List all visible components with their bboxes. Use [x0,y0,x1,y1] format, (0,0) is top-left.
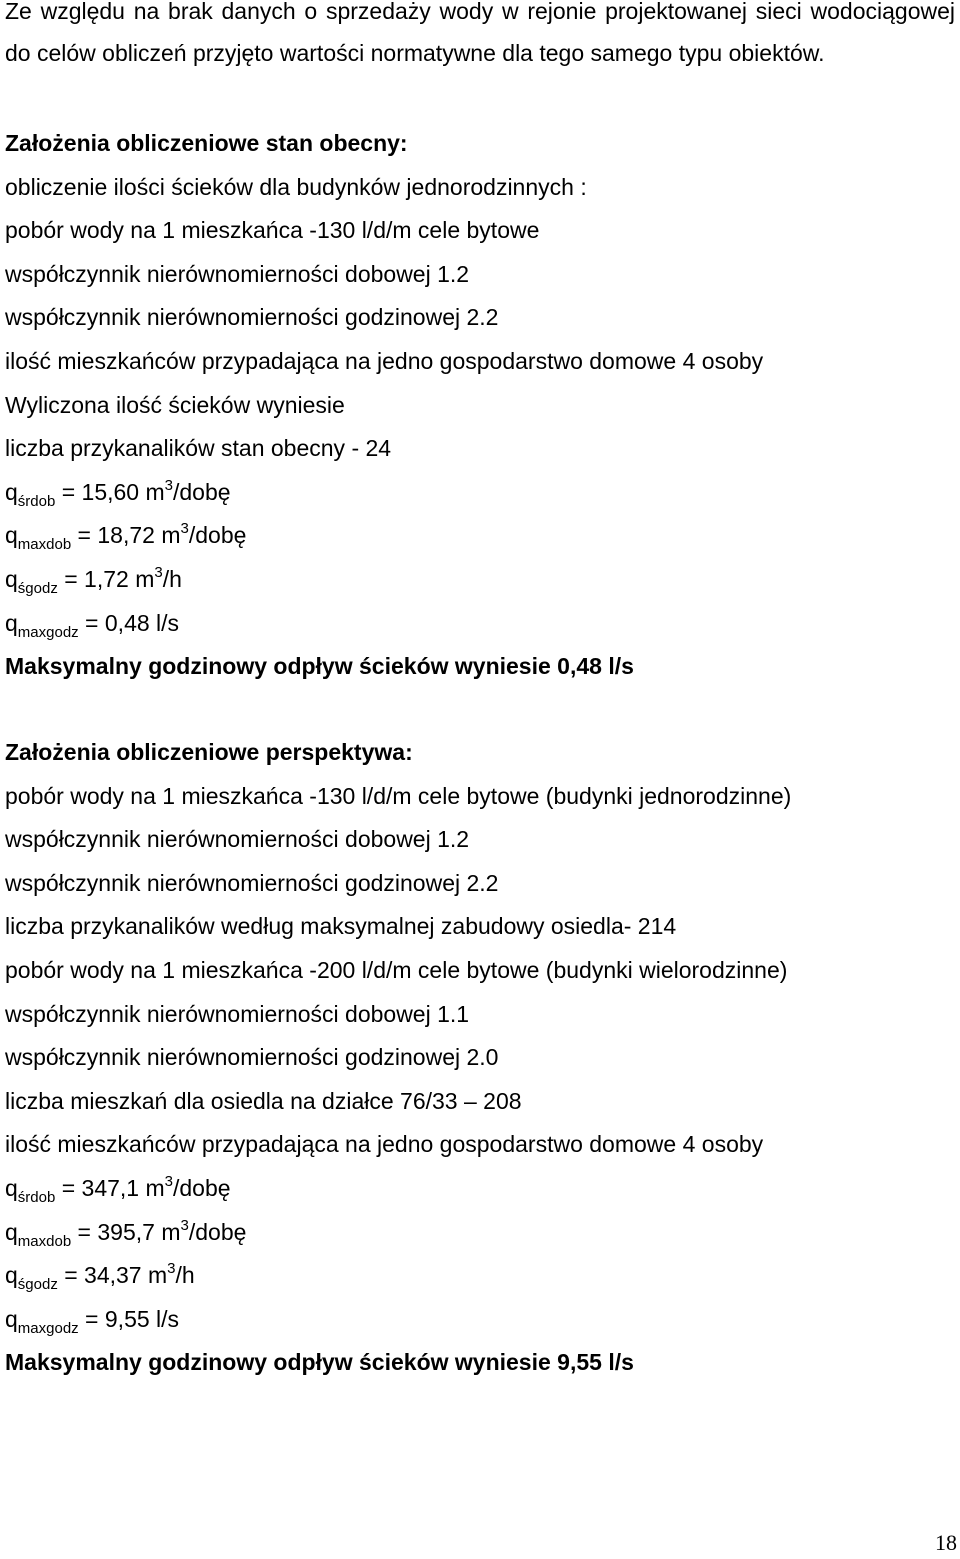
document-page [5,0,955,1376]
future-line: pobór wody na 1 mieszkańca -200 l/d/m cele bytowe (budynki wielorodzinne) [5,956,788,983]
formula-subscript: maxgodz [17,623,79,641]
formula-q-sgodz [5,558,763,602]
formula-symbol: q [5,522,18,549]
formula-superscript: 3 [180,520,189,538]
formula-subscript: śrdob [17,492,56,510]
formula-subscript: śgodz [17,1276,58,1294]
formula-q-sgodz [5,1254,791,1298]
current-heading: Założenia obliczeniowe stan obecny: [5,130,408,156]
formula-value: = 34,37 m [57,1262,168,1289]
formula-unit: /h [175,1262,195,1289]
formula-superscript: 3 [154,563,163,581]
current-line: Wyliczona ilość ścieków wyniesie [5,391,345,418]
intro-paragraph: Ze względu na brak danych o sprzedaży wody w rejonie projektowanej sieci wodociągowej do celów obliczeń przyjęto wartości normatywne dla tego samego typu obiektów. [5,0,955,66]
current-line: pobór wody na 1 mieszkańca -130 l/d/m cele bytowe [5,217,540,244]
formula-q-srdob [5,1167,791,1211]
future-line: współczynnik nierównomierności dobowej 1.2 [5,826,470,853]
future-line: ilość mieszkańców przypadająca na jedno gospodarstwo domowe 4 osoby [5,1131,764,1158]
formula-value: = 347,1 m [55,1174,165,1201]
formula-value: = 395,7 m [71,1218,181,1245]
formula-superscript: 3 [180,1216,189,1234]
formula-unit: /dobę [173,478,231,505]
formula-subscript: śgodz [17,579,58,597]
future-line: liczba przykanalików według maksymalnej zabudowy osiedla- 214 [5,913,677,940]
formula-superscript: 3 [164,476,173,494]
future-state-section [5,731,791,1385]
current-summary: Maksymalny godzinowy odpływ ścieków wyniesie 0,48 l/s [5,653,634,680]
future-line: współczynnik nierównomierności godzinowej 2.2 [5,869,499,896]
formula-q-maxgodz [5,602,763,646]
future-heading: Założenia obliczeniowe perspektywa: [5,739,413,765]
formula-superscript: 3 [164,1172,173,1190]
formula-subscript: maxdob [17,1232,72,1250]
future-line: współczynnik nierównomierności godzinowej 2.0 [5,1044,499,1071]
formula-symbol: q [5,609,18,636]
current-line: współczynnik nierównomierności dobowej 1.2 [5,260,470,287]
formula-subscript: maxgodz [17,1319,79,1337]
current-state-section [5,122,763,689]
current-line: liczba przykanalików stan obecny - 24 [5,435,392,462]
current-line: obliczenie ilości ścieków dla budynków jednorodzinnych : [5,173,587,200]
formula-value: = 9,55 l/s [78,1305,180,1332]
formula-q-maxgodz [5,1298,791,1342]
page-number: 18 [935,1530,957,1555]
current-line: współczynnik nierównomierności godzinowej 2.2 [5,304,499,331]
formula-superscript: 3 [167,1260,176,1278]
formula-symbol: q [5,1218,18,1245]
future-summary: Maksymalny godzinowy odpływ ścieków wyniesie 9,55 l/s [5,1349,634,1376]
formula-subscript: śrdob [17,1188,56,1206]
future-line: współczynnik nierównomierności dobowej 1.1 [5,1000,470,1027]
formula-unit: /dobę [188,1218,247,1245]
formula-q-srdob [5,471,763,515]
formula-subscript: maxdob [17,536,72,554]
formula-symbol: q [5,1262,18,1289]
formula-q-maxdob [5,1211,791,1255]
formula-value: = 18,72 m [71,522,181,549]
future-line: liczba mieszkań dla osiedla na działce 76/33 – 208 [5,1087,522,1114]
future-line: pobór wody na 1 mieszkańca -130 l/d/m cele bytowe (budynki jednorodzinne) [5,782,792,809]
formula-symbol: q [5,1305,18,1332]
formula-value: = 1,72 m [57,565,155,592]
formula-unit: /h [162,565,182,592]
formula-unit: /dobę [173,1174,231,1201]
formula-value: = 0,48 l/s [78,609,180,636]
formula-symbol: q [5,478,18,505]
current-line: ilość mieszkańców przypadająca na jedno gospodarstwo domowe 4 osoby [5,347,764,374]
formula-value: = 15,60 m [55,478,165,505]
formula-q-maxdob [5,514,763,558]
formula-symbol: q [5,1174,18,1201]
formula-symbol: q [5,565,18,592]
formula-unit: /dobę [188,522,247,549]
